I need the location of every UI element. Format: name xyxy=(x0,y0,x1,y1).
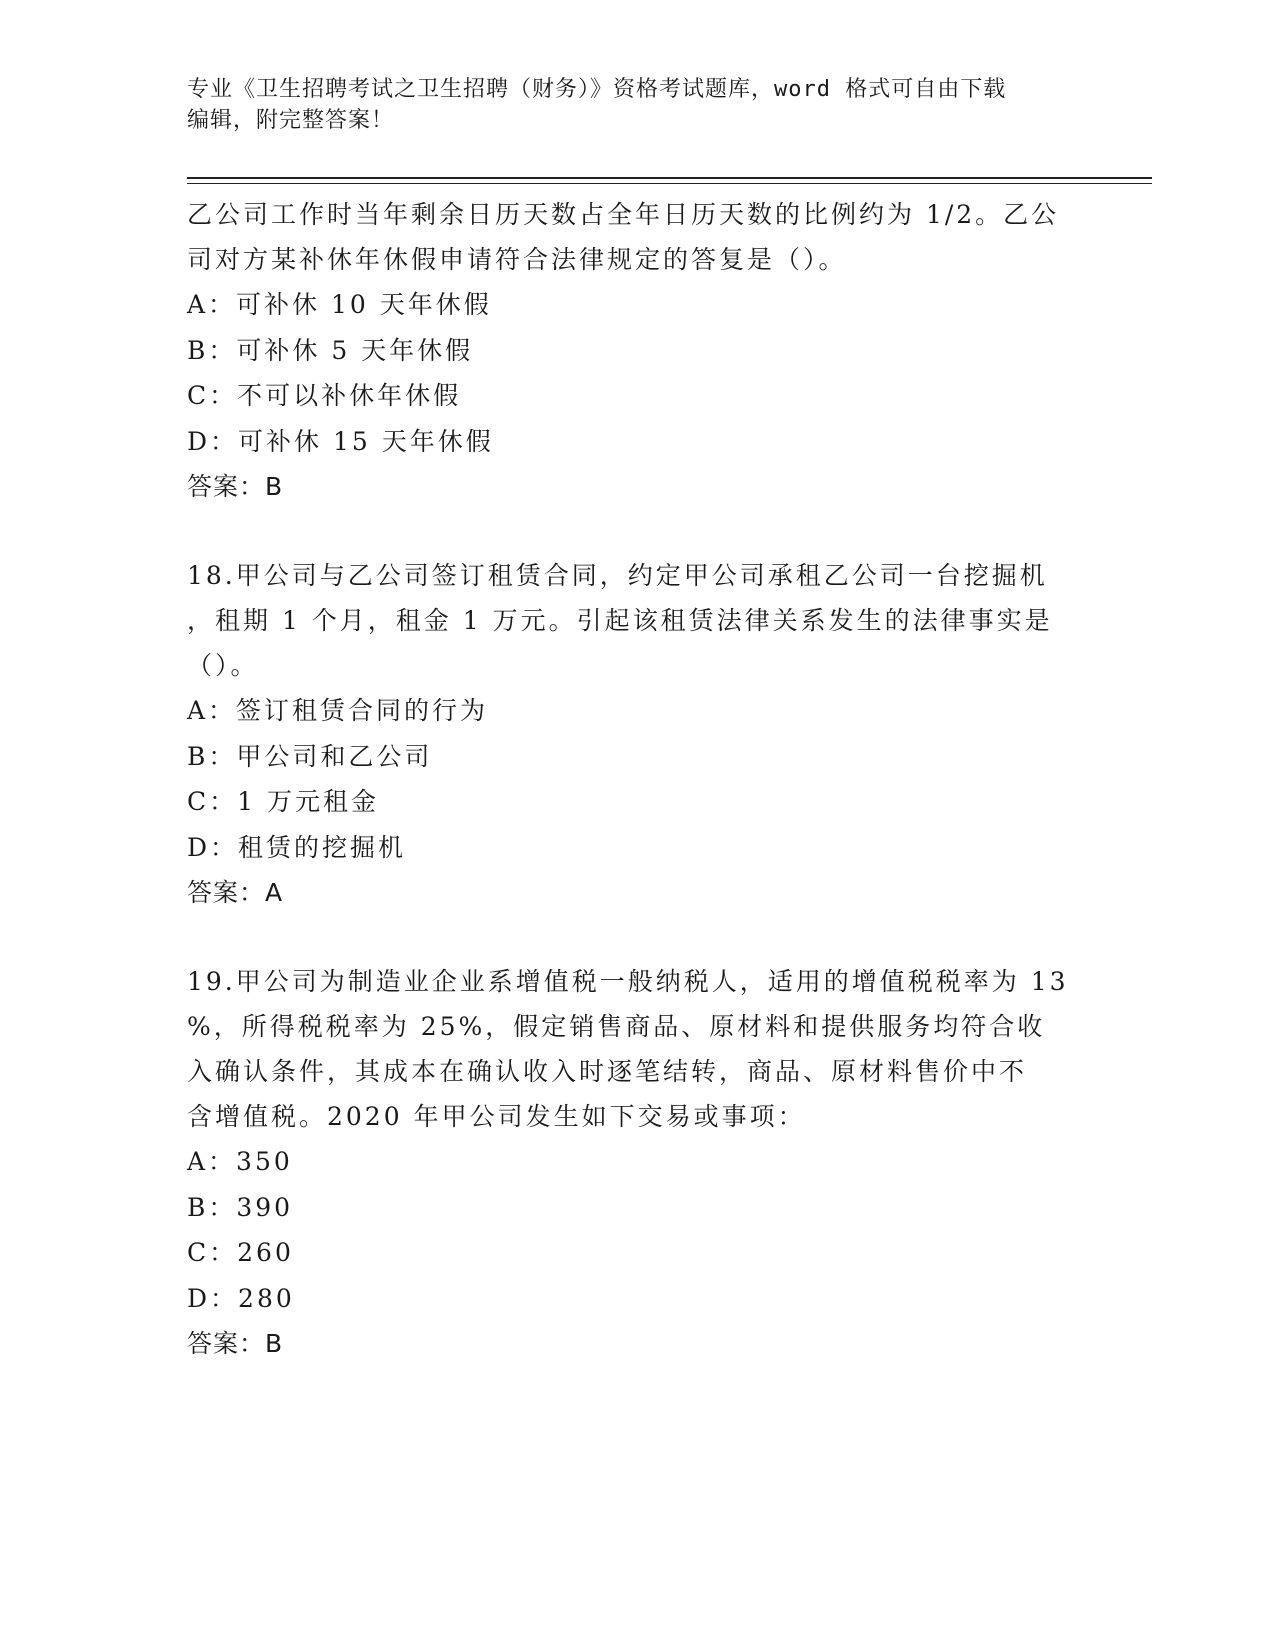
question-stem-line: 18.甲公司与乙公司签订租赁合同，约定甲公司承租乙公司一台挖掘机 xyxy=(187,561,1048,590)
question-stem-line: （）。 xyxy=(187,651,259,680)
answer: 答案：B xyxy=(187,1329,284,1358)
question-list xyxy=(187,192,1087,1366)
header-rule-thin xyxy=(187,183,1152,184)
option-c: C：不可以补休年休假 xyxy=(187,381,462,410)
answer: 答案：A xyxy=(187,878,284,907)
header-line-2: 编辑，附完整答案！ xyxy=(187,108,395,133)
header-rule-thick xyxy=(187,177,1152,179)
option-a: A：可补休 10 天年休假 xyxy=(187,290,492,319)
option-a: A：350 xyxy=(187,1147,293,1176)
option-d: D：可补休 15 天年休假 xyxy=(187,426,494,456)
option-b: B：可补休 5 天年休假 xyxy=(187,335,474,365)
option-c: C：1 万元租金 xyxy=(187,787,379,816)
question-stem-line: ，租期 1 个月，租金 1 万元。引起该租赁法律关系发生的法律事实是 xyxy=(187,606,1053,635)
question-19 xyxy=(187,959,1087,1366)
question-17 xyxy=(187,192,1087,509)
question-stem-line: %，所得税税率为 25%，假定销售商品、原材料和提供服务均符合收 xyxy=(187,1012,1046,1041)
option-d: D：280 xyxy=(187,1283,295,1313)
question-stem-line: 含增值税。2020 年甲公司发生如下交易或事项： xyxy=(187,1102,806,1131)
option-c: C：260 xyxy=(187,1238,294,1267)
option-d: D：租赁的挖掘机 xyxy=(187,832,407,862)
header-line-1: 专业《卫生招聘考试之卫生招聘（财务）》资格考试题库，word 格式可自由下载 xyxy=(187,77,1007,102)
option-b: B：390 xyxy=(187,1192,294,1222)
question-stem-line: 19.甲公司为制造业企业系增值税一般纳税人，适用的增值税税率为 13 xyxy=(187,967,1069,996)
question-stem-line: 司对方某补休年休假申请符合法律规定的答复是（）。 xyxy=(187,245,847,274)
answer: 答案：B xyxy=(187,472,284,501)
page-header xyxy=(187,74,1087,136)
option-b: B：甲公司和乙公司 xyxy=(187,741,433,771)
question-18 xyxy=(187,553,1087,915)
option-a: A：签订租赁合同的行为 xyxy=(187,696,489,725)
question-stem-line: 入确认条件，其成本在确认收入时逐笔结转，商品、原材料售价中不 xyxy=(187,1057,1028,1086)
question-stem-line: 乙公司工作时当年剩余日历天数占全年日历天数的比例约为 1/2。乙公 xyxy=(187,200,1060,229)
